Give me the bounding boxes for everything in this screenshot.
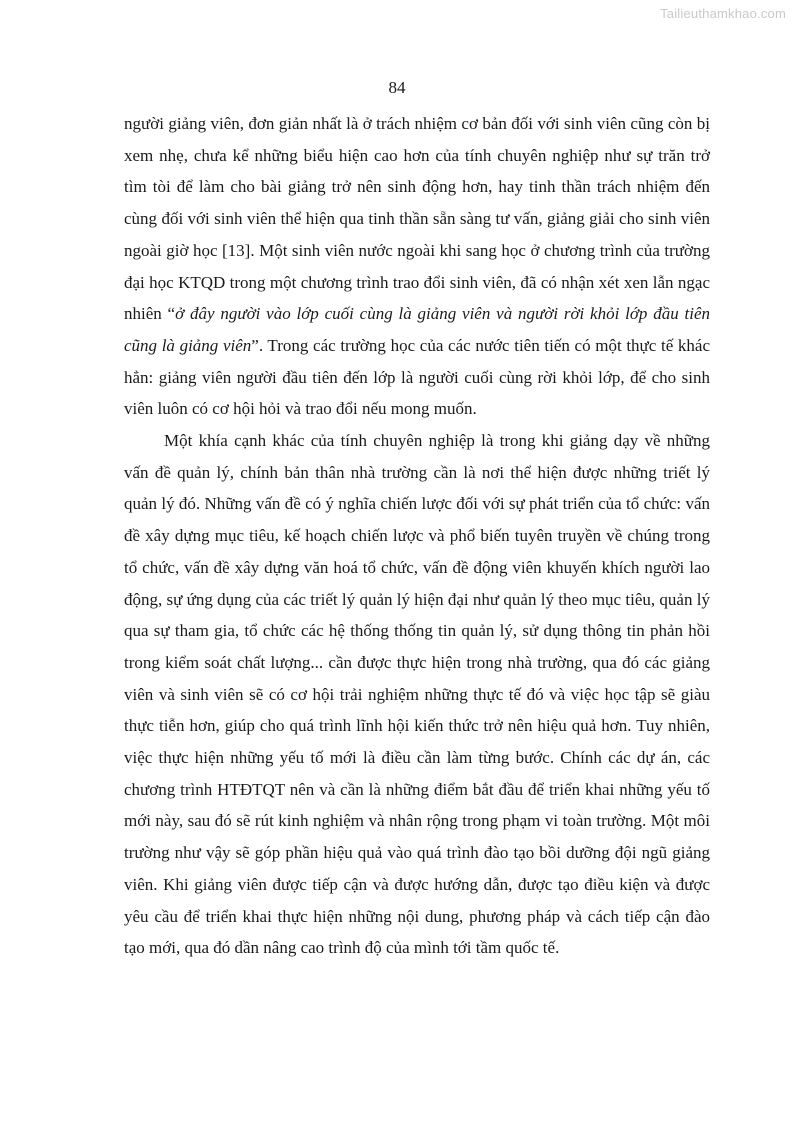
- paragraph-1-quote: ở đây người vào lớp cuối cùng là giảng viên và người rời khỏi lớp đầu tiên cũng là giảng viên: [124, 304, 710, 355]
- paragraph-1: [124, 108, 710, 425]
- body-text: [124, 108, 710, 964]
- watermark-text: Tailieuthamkhao.com: [660, 6, 786, 21]
- paragraph-1-text: người giảng viên, đơn giản nhất là ở trách nhiệm cơ bản đối với sinh viên cũng còn bị xem nhẹ, chưa kể những biểu hiện cao hơn của tính chuyên nghiệp như sự trăn trở tìm tòi để làm cho bài giảng trở nên sinh động hơn, hay tinh thần trách nhiệm đến cùng đối với sinh viên thể hiện qua tinh thần sẵn sàng tư vấn, giảng giải cho sinh viên ngoài giờ học [13]. Một sinh viên nước ngoài khi sang học ở chương trình của trường đại học KTQD trong một chương trình trao đổi sinh viên, đã có nhận xét xen lẫn ngạc nhiên “: [124, 114, 710, 324]
- page-number: 84: [388, 78, 406, 97]
- paragraph-2: Một khía cạnh khác của tính chuyên nghiệp là trong khi giảng dạy về những vấn đề quản lý, chính bản thân nhà trường cần là nơi thể hiện được những triết lý quản lý đó. Những vấn đề có ý nghĩa chiến lược đối với sự phát triển của tổ chức: vấn đề xây dựng mục tiêu, kế hoạch chiến lược và phổ biến tuyên truyền về chúng trong tổ chức, vấn đề xây dựng văn hoá tổ chức, vấn đề động viên khuyến khích người lao động, sự ứng dụng của các triết lý quản lý hiện đại như quản lý theo mục tiêu, quản lý qua sự tham gia, tổ chức các hệ thống thống tin quản lý, sử dụng thông tin phản hồi trong kiểm soát chất lượng... cần được thực hiện trong nhà trường, qua đó các giảng viên và sinh viên sẽ có cơ hội trải nghiệm những thực tế đó và việc học tập sẽ giàu thực tiễn hơn, giúp cho quá trình lĩnh hội kiến thức trở nên hiệu quả hơn. Tuy nhiên, việc thực hiện những yếu tố mới là điều cần làm từng bước. Chính các dự án, các chương trình HTĐTQT nên và cần là những điểm bắt đầu để triển khai những yếu tố mới này, sau đó sẽ rút kinh nghiệm và nhân rộng trong phạm vi toàn trường. Một môi trường như vậy sẽ góp phần hiệu quả vào quá trình đào tạo bồi dưỡng đội ngũ giảng viên. Khi giảng viên được tiếp cận và được hướng dẫn, được tạo điều kiện và được yêu cầu để triển khai thực hiện những nội dung, phương pháp và cách tiếp cận đào tạo mới, qua đó dần nâng cao trình độ của mình tới tầm quốc tế.: [124, 431, 710, 958]
- paragraph-1-text-end: ”. Trong các trường học của các nước tiên tiến có một thực tế khác hẳn: giảng viên người đầu tiên đến lớp là người cuối cùng rời khỏi lớp, để cho sinh viên luôn có cơ hội hỏi và trao đổi nếu mong muốn.: [124, 335, 710, 419]
